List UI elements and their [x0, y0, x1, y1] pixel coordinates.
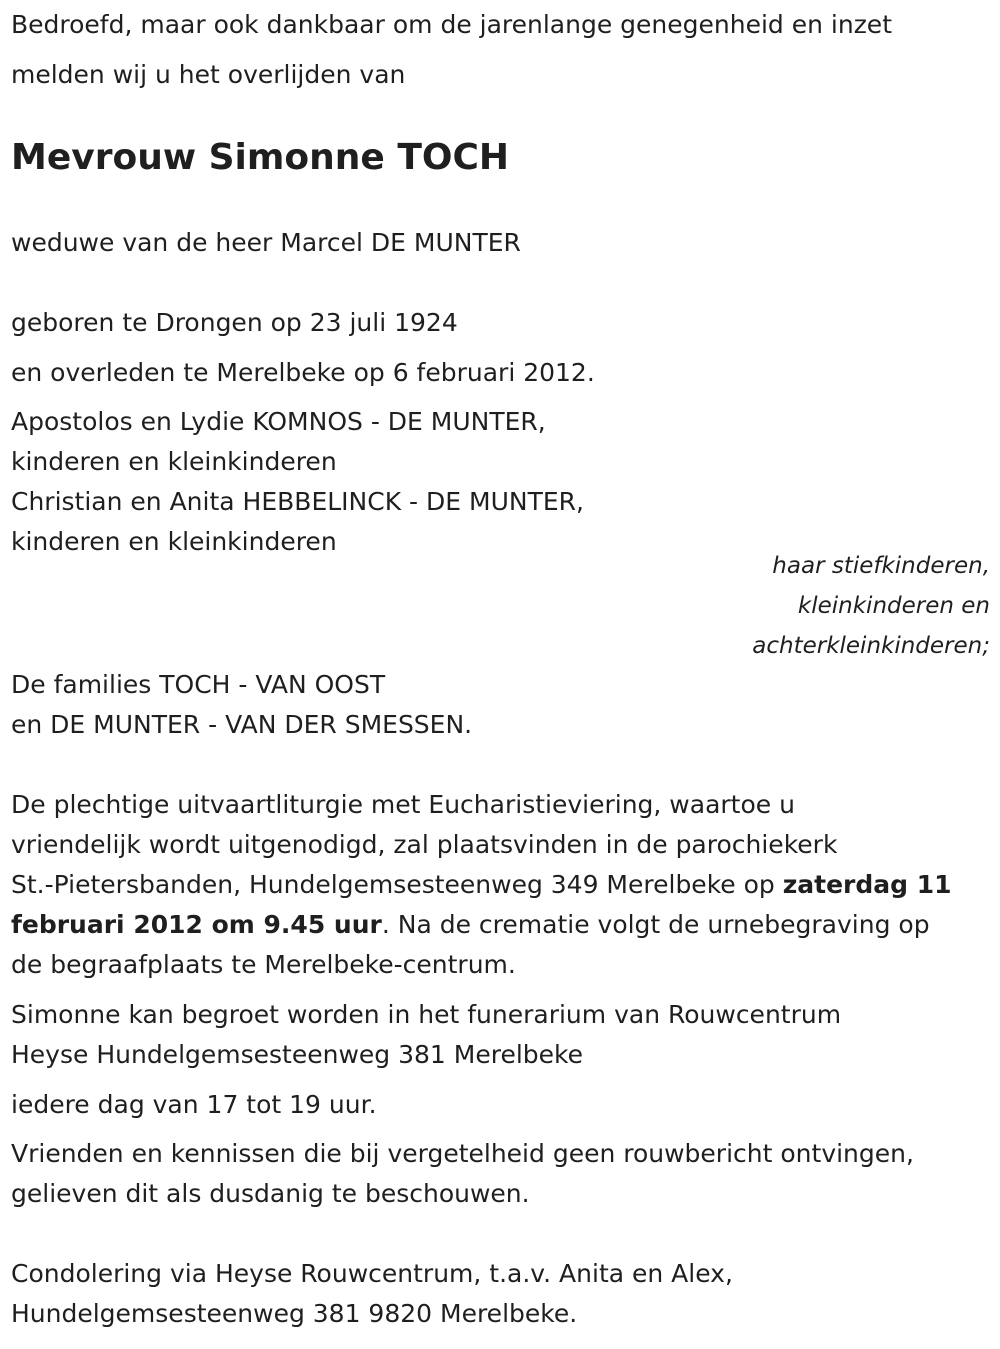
ceremony-line-4-text: . Na de crematie volgt de urnebegraving op: [381, 910, 930, 939]
family-line-3: Christian en Anita HEBBELINCK - DE MUNTER,: [11, 487, 584, 516]
family-line-1: Apostolos en Lydie KOMNOS - DE MUNTER,: [11, 407, 546, 436]
visitation-line-2: Heyse Hundelgemsesteenweg 381 Merelbeke: [11, 1040, 583, 1069]
ceremony-line-3-text: St.-Pietersbanden, Hundelgemsesteenweg 349 Merelbeke op: [11, 870, 783, 899]
ceremony-date-part-2: februari 2012 om 9.45 uur: [11, 910, 382, 939]
notice-line-1: Vrienden en kennissen die bij vergetelheid geen rouwbericht ontvingen,: [11, 1139, 914, 1168]
stepchildren-line-3: achterkleinkinderen;: [752, 633, 990, 659]
family-line-4: kinderen en kleinkinderen: [11, 527, 337, 556]
ceremony-line-2: vriendelijk wordt uitgenodigd, zal plaatsvinden in de parochiekerk: [11, 830, 838, 859]
deceased-name: Mevrouw Simonne TOCH: [11, 137, 510, 178]
widow-of: weduwe van de heer Marcel DE MUNTER: [11, 228, 521, 257]
ceremony-date-part-1: zaterdag 11: [782, 870, 952, 899]
ceremony-line-4: [11, 910, 930, 940]
families-line-1: De families TOCH - VAN OOST: [11, 670, 386, 699]
visitation-line-3: iedere dag van 17 tot 19 uur.: [11, 1090, 377, 1119]
families-line-2: en DE MUNTER - VAN DER SMESSEN.: [11, 710, 473, 739]
stepchildren-line-1: haar stiefkinderen,: [772, 553, 990, 579]
condolence-line-1: Condolering via Heyse Rouwcentrum, t.a.v. Anita en Alex,: [11, 1259, 733, 1288]
death-info: en overleden te Merelbeke op 6 februari 2012.: [11, 358, 595, 387]
ceremony-line-3: [11, 870, 952, 900]
birth-info: geboren te Drongen op 23 juli 1924: [11, 308, 458, 337]
family-line-2: kinderen en kleinkinderen: [11, 447, 337, 476]
intro-line-2: melden wij u het overlijden van: [11, 60, 406, 89]
stepchildren-line-2: kleinkinderen en: [797, 593, 990, 619]
notice-line-2: gelieven dit als dusdanig te beschouwen.: [11, 1179, 530, 1208]
ceremony-line-1: De plechtige uitvaartliturgie met Eucharistieviering, waartoe u: [11, 790, 795, 819]
condolence-line-2: Hundelgemsesteenweg 381 9820 Merelbeke.: [11, 1299, 578, 1328]
intro-line-1: Bedroefd, maar ook dankbaar om de jarenlange genegenheid en inzet: [11, 10, 892, 39]
ceremony-line-5: de begraafplaats te Merelbeke-centrum.: [11, 950, 516, 979]
visitation-line-1: Simonne kan begroet worden in het funerarium van Rouwcentrum: [11, 1000, 842, 1029]
